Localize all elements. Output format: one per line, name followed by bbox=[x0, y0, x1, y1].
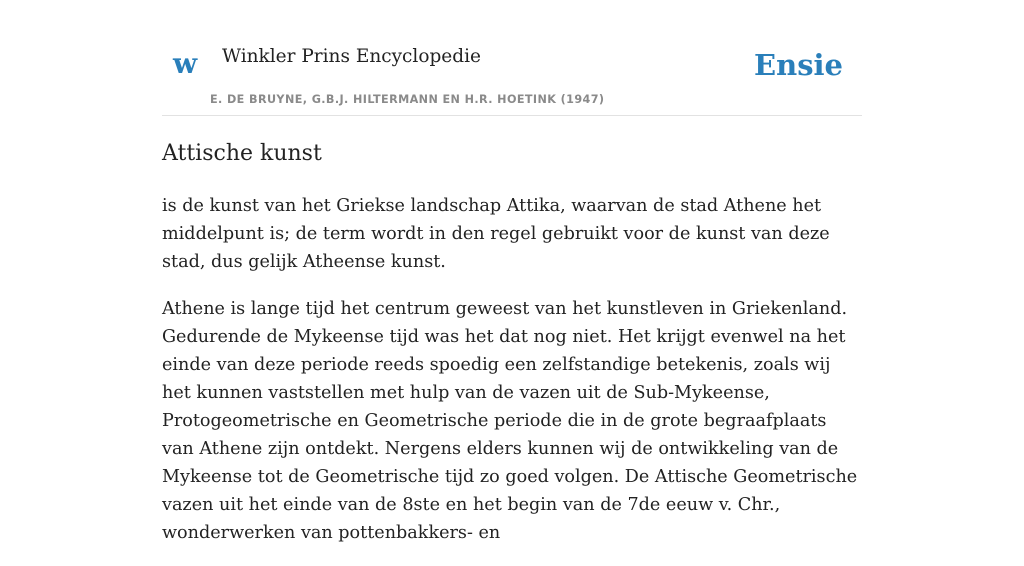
article-paragraph-2: Athene is lange tijd het centrum geweest van het kunstleven in Griekenland. Gedurende de Mykeense tijd was het dat nog niet. Het krijgt evenwel na het einde van deze periode reeds spoedig een zelfstandige betekenis, zoals wij het kunnen vaststellen met hulp van de vazen uit de Sub-Mykeense, Protogeometrische en Geometrische periode die in de grote begraafplaats van Athene zijn ontdekt. Nergens elders kunnen wij de ontwikkeling van de Mykeense tot de Geometrische tijd zo goed volgen. De Attische Geometrische vazen uit het einde van de 8ste en het begin van de 7de eeuw v. Chr., wonderwerken van pottenbakkers- en bbox=[162, 299, 858, 543]
publication-header bbox=[162, 0, 862, 116]
winkler-prins-logo-icon[interactable]: w bbox=[173, 47, 198, 80]
publication-authors: E. DE BRUYNE, G.B.J. HILTERMANN EN H.R. HOETINK (1947) bbox=[210, 93, 605, 106]
article-paragraph-1: is de kunst van het Griekse landschap Attika, waarvan de stad Athene het middelpunt is; de term wordt in den regel gebruikt voor de kunst van deze stad, dus gelijk Atheense kunst. bbox=[162, 196, 830, 272]
publication-title-link[interactable]: Winkler Prins Encyclopedie bbox=[222, 46, 481, 67]
article-body bbox=[162, 192, 862, 566]
article-title: Attische kunst bbox=[162, 141, 322, 166]
content-column bbox=[162, 0, 862, 543]
ensie-brand-logo[interactable]: Ensie bbox=[754, 48, 843, 82]
